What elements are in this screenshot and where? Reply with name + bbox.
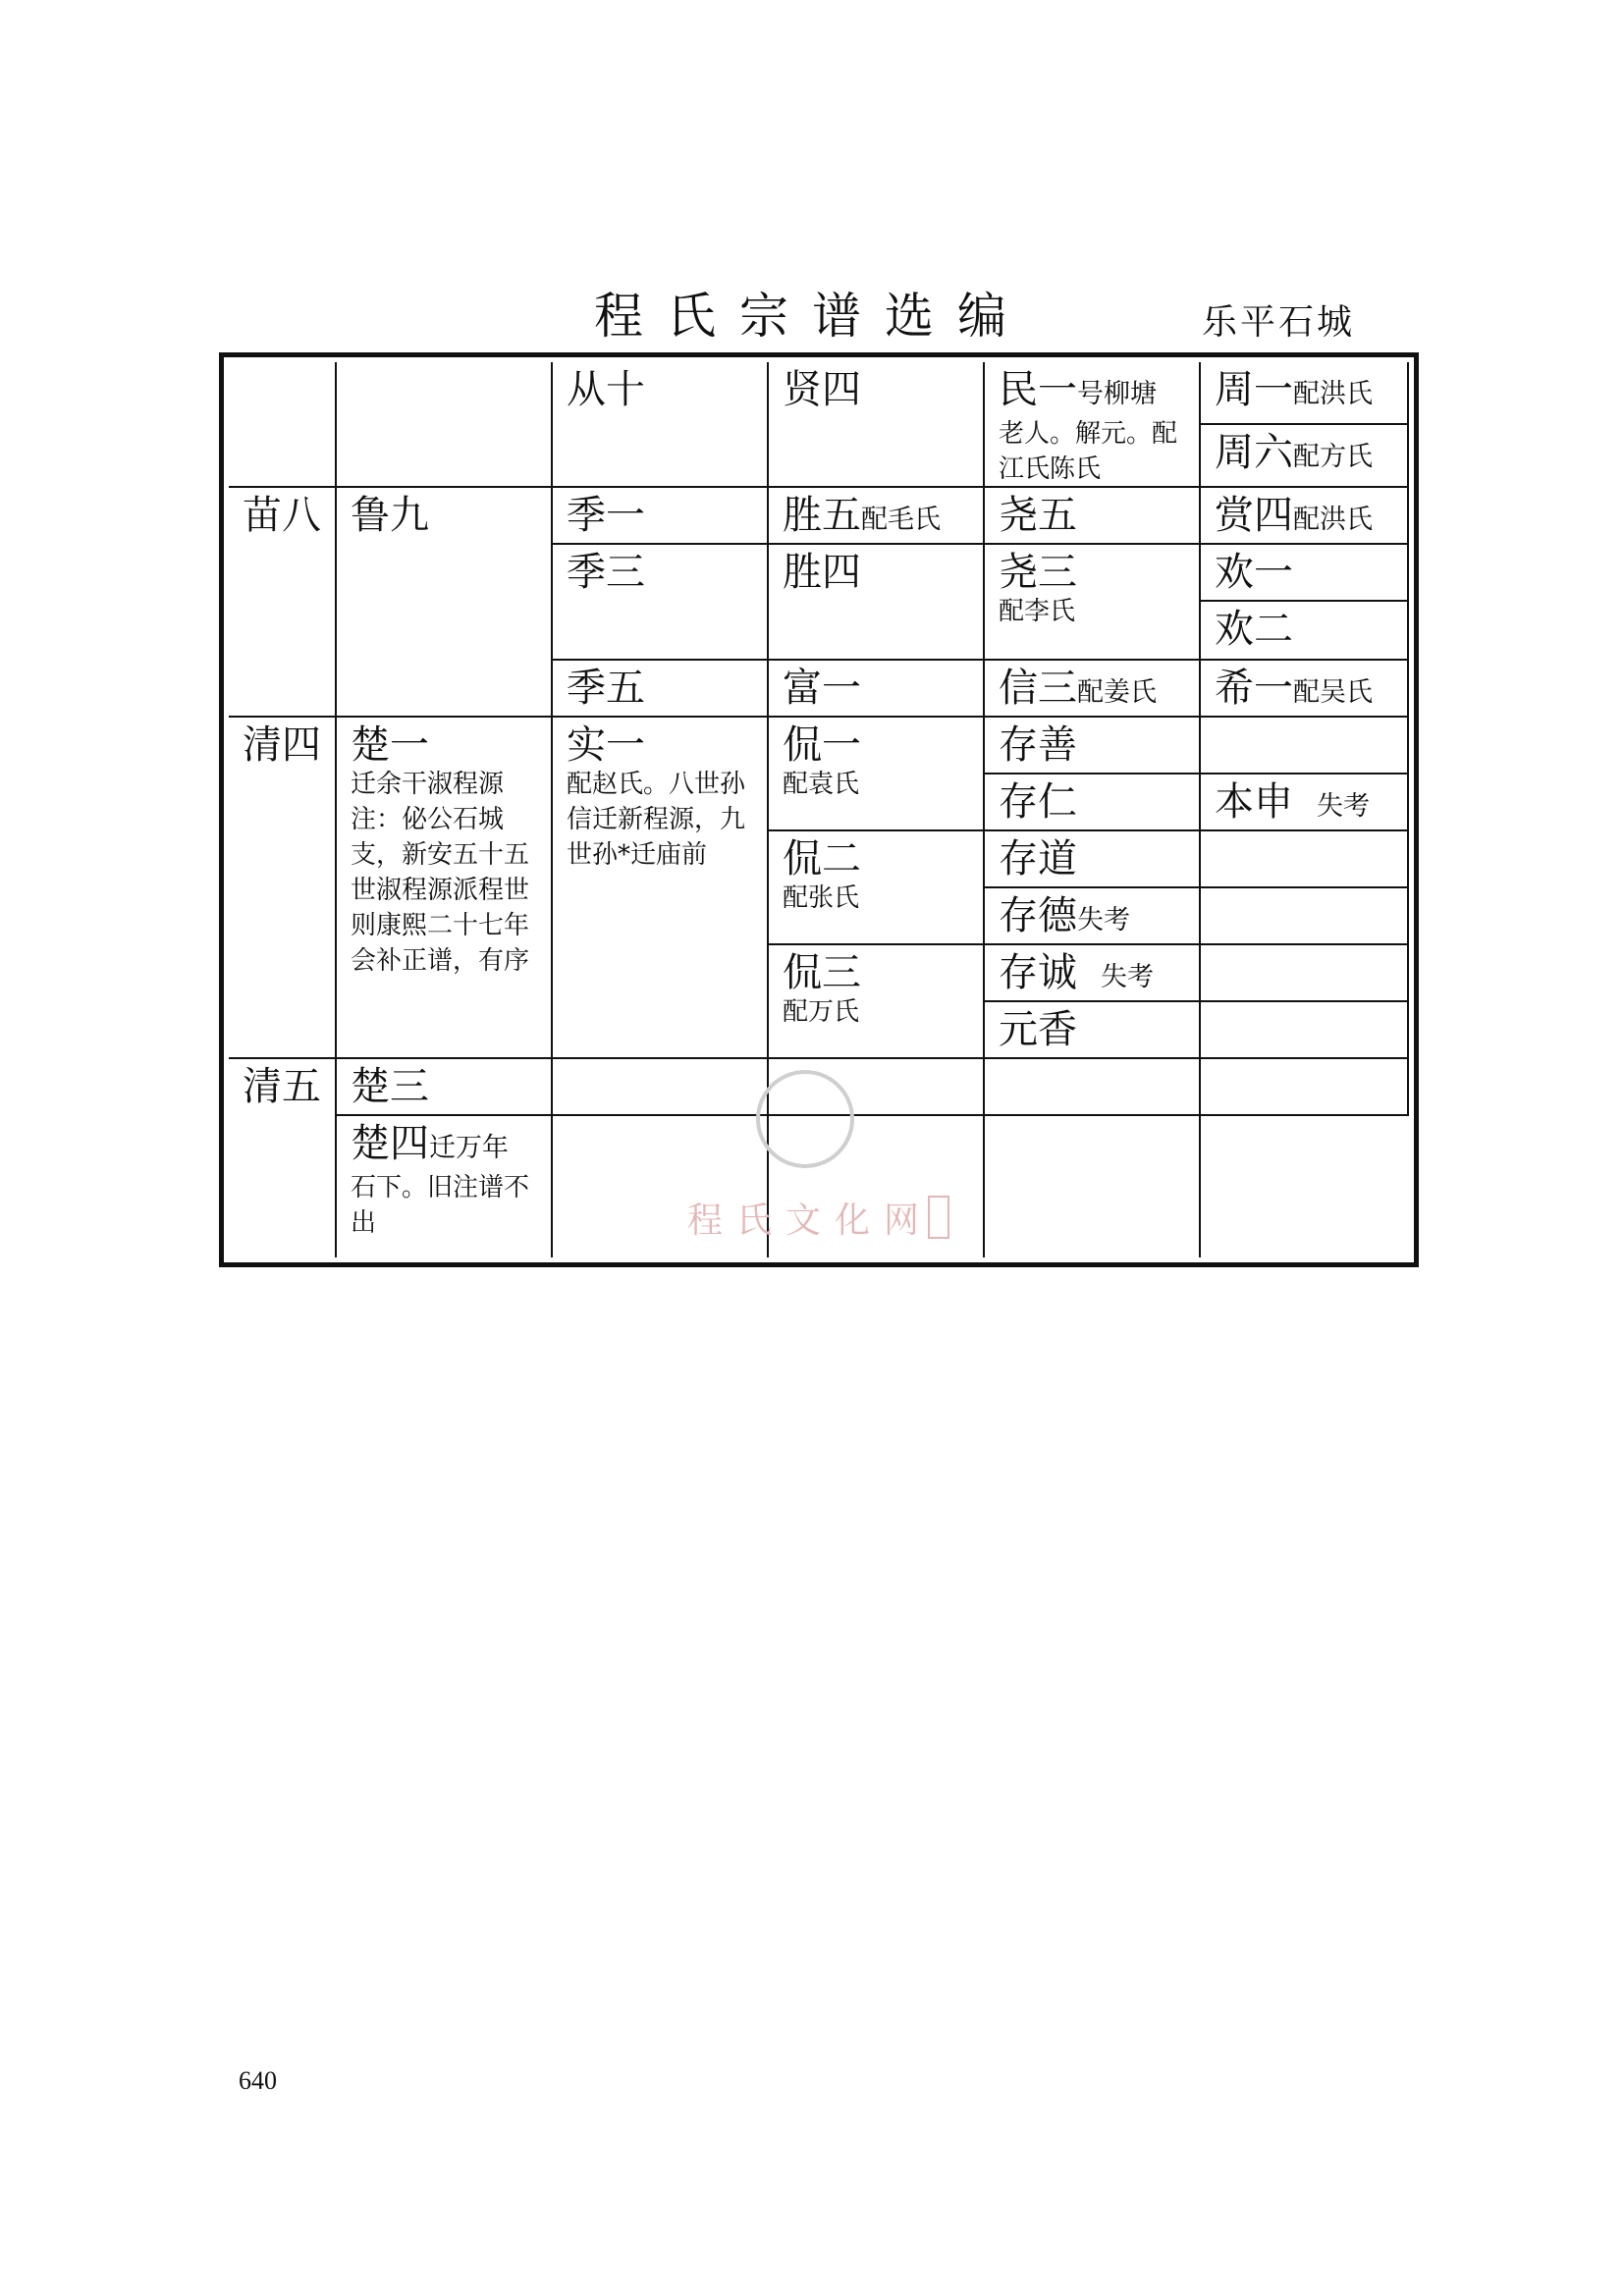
table-cell [1201,425,1409,488]
table-cell [1201,1059,1409,1116]
table-cell [1201,1116,1409,1257]
person-note: 配吴氏 [1293,677,1373,708]
person-note: 配万氏 [783,997,860,1027]
person-name: 胜五 [783,493,861,538]
table-cell [769,545,985,661]
table-cell [337,362,553,488]
table-cell [229,718,337,1059]
table-cell [553,1059,769,1116]
table-cell [985,831,1201,888]
person-note: 配赵氏。八世孙信迁新程源，九世孙*迁庙前 [567,770,746,870]
region-label: 乐平石城 [1202,302,1356,343]
person-name: 季三 [567,550,645,595]
person-name: 清四 [243,722,321,768]
table-cell [985,945,1201,1002]
table-cell [229,362,337,488]
person-name: 楚四 [351,1121,429,1166]
person-name: 存道 [999,836,1077,881]
table-cell [553,362,769,488]
table-cell [337,488,553,718]
table-cell [229,488,337,718]
table-cell [1201,888,1409,945]
table-cell [1201,545,1409,602]
person-name: 从十 [567,367,645,412]
person-name: 胜四 [783,550,861,595]
table-cell [1201,831,1409,888]
person-name: 苗八 [243,493,321,538]
watermark-seal-icon [928,1196,949,1239]
table-cell [985,774,1201,831]
table-cell [1201,774,1409,831]
watermark-text: 程氏文化网 [687,1201,934,1241]
table-cell [1201,602,1409,661]
person-note: 配毛氏 [861,505,941,535]
person-name: 赏四 [1215,493,1293,538]
person-name: 楚一 [351,722,429,768]
document-title: 程氏宗谱选编 [594,288,1030,345]
table-cell [985,1116,1201,1257]
table-cell [553,718,769,1059]
person-note: 迁余干淑程源注：佖公石城支，新安五十五世淑程源派程世则康熙二十七年会补正谱，有序 [351,770,530,976]
table-cell [985,545,1201,661]
person-note: 迁万年 [429,1133,509,1163]
page-number: 640 [239,2066,277,2095]
table-cell [1201,1002,1409,1059]
person-name: 清五 [243,1064,321,1109]
table-cell [1201,945,1409,1002]
table-cell [985,888,1201,945]
table-cell [985,362,1201,488]
person-name: 民一 [999,367,1077,412]
person-name: 存诚 [999,950,1077,995]
seal-stamp-icon [756,1070,854,1168]
person-name: 楚三 [351,1064,429,1109]
person-note: 失考 [1317,791,1370,822]
table-cell [1201,661,1409,718]
person-name: 尧三 [999,550,1077,595]
table-cell [337,1116,553,1257]
table-cell [337,718,553,1059]
table-cell [229,1059,337,1257]
table-cell [553,488,769,545]
person-note: 配李氏 [999,597,1076,626]
table-cell [553,545,769,661]
person-name: 欢一 [1215,550,1293,595]
person-note: 配洪氏 [1293,505,1373,535]
table-cell [553,661,769,718]
person-name: 存善 [999,722,1077,768]
person-note: 号柳塘 [1077,379,1157,409]
table-cell [769,362,985,488]
person-note: 石下。旧注谱不出 [351,1173,530,1238]
person-note: 配方氏 [1293,442,1373,472]
person-note: 配洪氏 [1293,379,1373,409]
person-name: 存德 [999,893,1077,938]
person-name: 侃二 [783,836,861,881]
person-name: 季一 [567,493,645,538]
table-cell [985,1002,1201,1059]
person-name: 季五 [567,666,645,711]
person-note: 老人。解元。配江氏陈氏 [999,419,1178,484]
person-name: 富一 [783,666,861,711]
person-name: 贤四 [783,367,861,412]
person-note: 配袁氏 [783,770,860,799]
person-note: 配姜氏 [1077,677,1157,708]
table-cell [769,718,985,831]
person-name: 侃一 [783,722,861,768]
person-name: 元香 [999,1007,1077,1052]
table-cell [769,661,985,718]
person-name: 希一 [1215,666,1293,711]
table-cell [769,945,985,1059]
table-cell [985,488,1201,545]
person-name: 侃三 [783,950,861,995]
person-name: 欢二 [1215,607,1293,652]
person-name: 鲁九 [351,493,429,538]
table-cell [1201,718,1409,774]
table-cell [1201,362,1409,425]
person-name: 周六 [1215,430,1293,475]
table-cell [985,661,1201,718]
person-note: 配张氏 [783,883,860,913]
table-cell [1201,488,1409,545]
person-name: 本申 [1215,779,1293,825]
table-cell [769,831,985,945]
table-cell [769,488,985,545]
person-note: 失考 [1077,905,1130,935]
table-cell [337,1059,553,1116]
person-name: 尧五 [999,493,1077,538]
person-name: 周一 [1215,367,1293,412]
table-cell [985,1059,1201,1116]
person-name: 信三 [999,666,1077,711]
person-name: 存仁 [999,779,1077,825]
table-cell [985,718,1201,774]
person-note: 失考 [1101,962,1154,992]
person-name: 实一 [567,722,645,768]
